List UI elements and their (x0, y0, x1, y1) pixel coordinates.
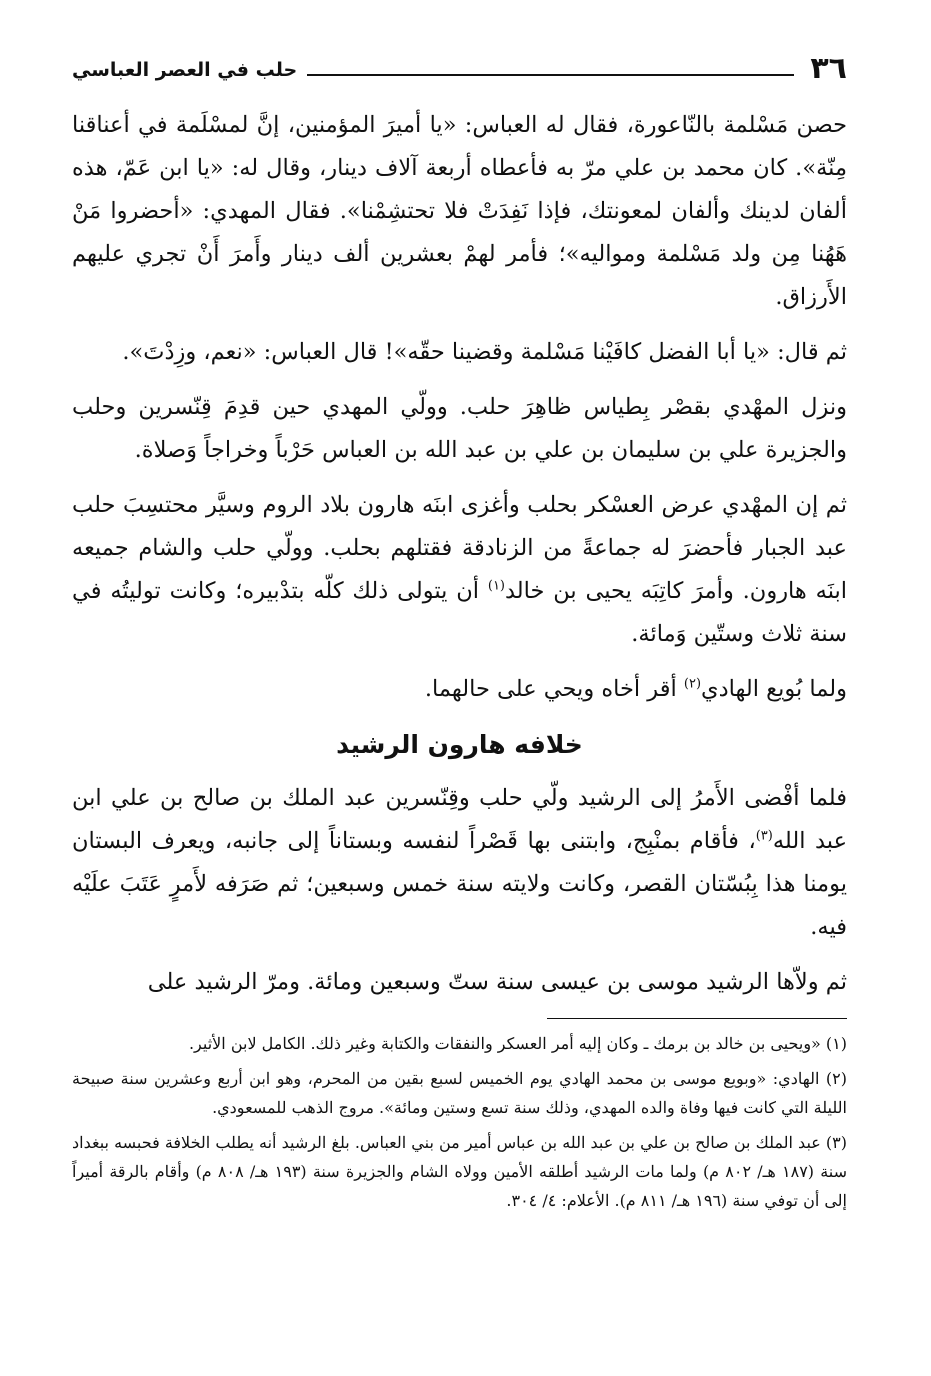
header-rule (307, 74, 794, 76)
paragraph-text: أقر أخاه ويحي على حالهما. (424, 676, 684, 702)
paragraph-text: فلما أفْضى الأَمرُ إلى الرشيد ولّي حلب وقِنّسرين عبد الملك بن صالح بن علي ابن عبد الله (72, 785, 848, 854)
footnotes (72, 1029, 847, 1215)
page-number: ٣٦ (810, 51, 847, 86)
paragraph (72, 777, 847, 949)
footnote: (٢) الهادي: «وبويع موسى بن محمد الهادي يوم الخميس لسبع بقين من المحرم، وهو ابن أربع وعشرين سنة صبيحة الليلة التي كانت فيها وفاة والده المهدي، وذلك سنة تسع وستين ومائة». مروج الذهب للمسعودي. (72, 1069, 847, 1117)
paragraph: حصن مَسْلمة بالنّاعورة، فقال له العباس: «يا أميرَ المؤمنين، إنَّ لمسْلَمة في أعناقنا مِنّة». كان محمد بن علي مرّ به فأعطاه أربعة آلاف دينار، وقال له: «يا ابن عَمّ، هذه ألفان لدينك وألفان لمعونتك، فإذا نَفِدَتْ فلا تحتشِمْنا». فقال المهدي: «أحضروا مَنْ هَهُنا مِن ولد مَسْلمة ومواليه»؛ فأمر لهمْ بعشرين ألف دينار وأَمرَ أَنْ تجري عليهم الأَرزاق. (72, 112, 847, 310)
footnote-marker: (١) (487, 578, 505, 594)
body-text (72, 104, 847, 1004)
footnote-marker: (٢) (683, 676, 702, 692)
running-title: حلب في العصر العباسي (72, 59, 298, 81)
running-header (72, 40, 847, 84)
paragraph-text: أن يتولى ذلك كلّه بتدْبيره؛ وكانت توليتُه في سنة ثلاث وستّين وَمائة. (72, 578, 847, 647)
paragraph: ونزل المهْدي بقصْر بِطياس ظاهِرَ حلب. وولّي المهدي حين قدِمَ قِنّسرين وحلب والجزيرة علي بن سليمان بن علي بن عبد الله بن العباس حَرْباً وخراجاً وَصلاة. (72, 394, 847, 463)
paragraph-text: ، فأقام بمنْبِج، وابتنى بها قَصْراً لنفسه وبستاناً إلى جانبه، ويعرف البستان يومنا هذا بِبُسّتان القصر، وكانت ولايته سنة خمس وسبعين؛ ثم صَرَفه لأَمرٍ عَتَبَ علَيْه فيه. (72, 828, 848, 940)
section-heading: خلافه هارون الرشيد (336, 730, 583, 759)
paragraph (72, 668, 847, 711)
paragraph (72, 484, 847, 656)
paragraph: ثم ولاّها الرشيد موسى بن عيسى سنة ستّ وسبعين ومائة. ومرّ الرشيد على (147, 969, 847, 995)
footnote-marker: (٣) (755, 828, 773, 844)
paragraph: ثم قال: «يا أبا الفضل كافَيْنا مَسْلمة وقضينا حقّه»! قال العباس: «نعم، وزِدْتَ». (122, 339, 847, 365)
book-page (72, 40, 847, 1356)
footnote: (٣) عبد الملك بن صالح بن علي بن عبد الله بن عباس أمير من بني العباس. بلغ الرشيد أنه يطلب الخلافة فحبسه ببغداد سنة (١٨٧ هـ/ ٨٠٢ م) ولما مات الرشيد أطلقه الأمين وولاه الشام والجزيرة سنة (١٩٣ هـ/ ٨٠٨ م) وأقام بالرقة أميراً إلى أن توفي سنة (١٩٦ هـ/ ٨١١ م). الأعلام: ٤/ ٣٠٤. (72, 1133, 848, 1210)
footnote-divider (547, 1018, 847, 1019)
paragraph-text: ولما بُويع الهادي (701, 676, 847, 702)
paragraph-text: ثم إن المهْدي عرض العسْكر بحلب وأغزى ابنَه هارون بلاد الروم وسيَّر محتسِبَ حلب عبد الجبار فأحضرَ له جماعةً من الزنادقة فقتلهم بحلب. وولّي حلب والشام جميعه ابنَه هارون. وأمرَ كاتِبَه يحيى بن خالد (72, 492, 847, 604)
footnote: (١) «ويحيى بن خالد بن برمك ـ وكان إليه أمر العسكر والنفقات والكتابة وغير ذلك. الكامل لابن الأثير. (188, 1034, 847, 1053)
